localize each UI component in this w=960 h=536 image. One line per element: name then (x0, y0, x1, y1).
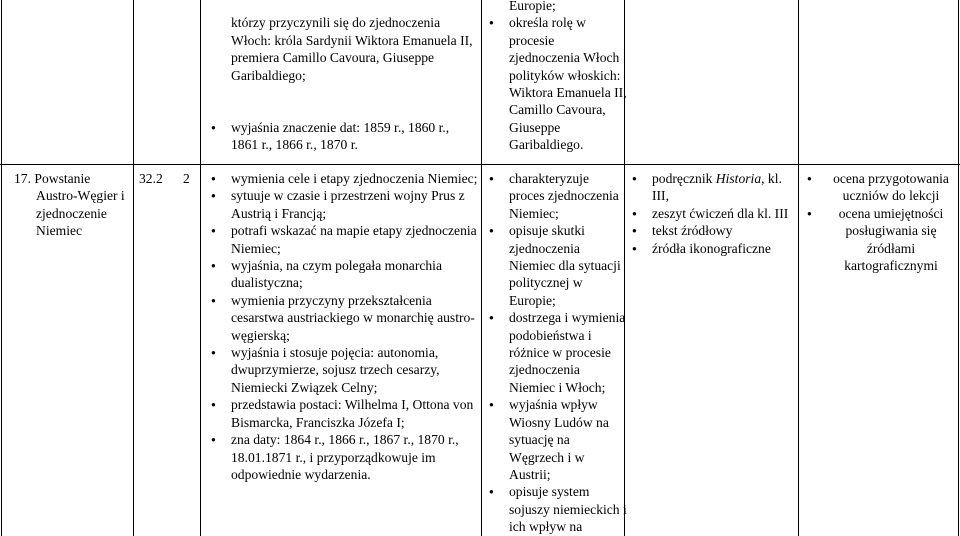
req-ext-item: ● charakteryzuje proces zjednoczenia Niemiec; (487, 170, 627, 222)
req-basic-item: ● potrafi wskazać na mapie etapy zjednoczenia Niemiec; (209, 222, 479, 257)
aid-item (630, 170, 795, 205)
assessment-item (805, 205, 955, 275)
prev-col3-item: ● wyjaśnia znaczenie dat: 1859 r., 1860 r., 1861 r., 1866 r., 1870 r. (209, 119, 479, 154)
req-ext-item: ● dostrzega i wymienia podobieństwa i różnice w procesie zjednoczenia Niemiec i Włoch; (487, 309, 627, 396)
aid-text-em: Historia (715, 171, 762, 186)
section-number: 32.2 (139, 171, 163, 186)
assessment-text: ocena umiejętności posługiwania się źródłami kartograficznymi (838, 205, 944, 274)
assessment (805, 170, 955, 274)
req-basic-item: ● przedstawia postaci: Wilhelma I, Ottona von Bismarcka, Franciszka Józefa I; (209, 396, 479, 431)
aid-item (630, 205, 795, 222)
aid-text-post: , kl. III, (652, 171, 782, 204)
prev-col4-item: ● określa rolę w procesie zjednoczenia Włoch polityków włoskich: Wiktora Emanuela II, Camillo Cavoura, Giuseppe Garibaldiego. (487, 14, 627, 153)
assessment-item (805, 170, 955, 205)
aid-text-pre: zeszyt ćwiczeń dla kl. III (652, 205, 789, 221)
req-basic-item: ● sytuuje w czasie i przestrzeni wojny Prus z Austrią i Francją; (209, 187, 479, 222)
grid-line-v6 (958, 0, 959, 536)
grid-line-v3 (481, 0, 482, 536)
aid-text-pre: podręcznik (652, 171, 716, 186)
prev-col3-intro: którzy przyczynili się do zjednoczenia Włoch: króla Sardynii Wiktora Emanuela II, premiera Camillo Cavoura, Giuseppe Garibaldiego; (231, 15, 473, 83)
aid-item (630, 222, 795, 239)
teaching-aids (630, 170, 795, 257)
aid-text-pre: źródła ikonograficzne (652, 240, 771, 256)
prev-col4-intro: Europie; (509, 0, 556, 13)
topic-title: 17. Powstanie Austro-Węgier i zjednoczenie Niemiec (14, 171, 125, 239)
assessment-text: ocena przygotowania uczniów do lekcji (833, 171, 949, 204)
req-basic-item: ● wyjaśnia, na czym polegała monarchia dualistyczna; (209, 257, 479, 292)
requirements-basic (209, 170, 479, 483)
req-basic-item: ● wyjaśnia i stosuje pojęcia: autonomia, dwuprzymierze, sojusz trzech cesarzy, Niemiecki Związek Celny; (209, 344, 479, 396)
grid-line-v2 (200, 0, 201, 536)
req-basic-item: ● wymienia przyczyny przekształcenia cesarstwa austriackiego w monarchię austro-węgierską; (209, 292, 479, 344)
hours-count: 2 (183, 171, 190, 186)
aid-item (630, 240, 795, 257)
topic-cell (14, 170, 132, 240)
requirements-extended (487, 170, 627, 536)
grid-line-v0 (1, 0, 2, 536)
grid-line-v1 (133, 0, 134, 536)
row-divider (0, 164, 960, 165)
req-ext-item: ● opisuje system sojuszy niemieckich i ich wpływ na (487, 483, 627, 535)
prev-row-col4 (487, 0, 627, 154)
prev-row-col3 (209, 0, 479, 188)
req-basic-item: ● zna daty: 1864 r., 1866 r., 1867 r., 1870 r., 18.01.1871 r., i przyporządkowuje im odpowiednie wydarzenia. (209, 431, 479, 483)
req-basic-item: ● wymienia cele i etapy zjednoczenia Niemiec; (209, 170, 479, 187)
req-ext-item: ● opisuje skutki zjednoczenia Niemiec dla sytuacji politycznej w Europie; (487, 222, 627, 309)
aid-text-pre: tekst źródłowy (652, 223, 733, 239)
grid-line-v5 (798, 0, 799, 536)
req-ext-item: ● wyjaśnia wpływ Wiosny Ludów na sytuację na Węgrzech i w Austrii; (487, 396, 627, 483)
